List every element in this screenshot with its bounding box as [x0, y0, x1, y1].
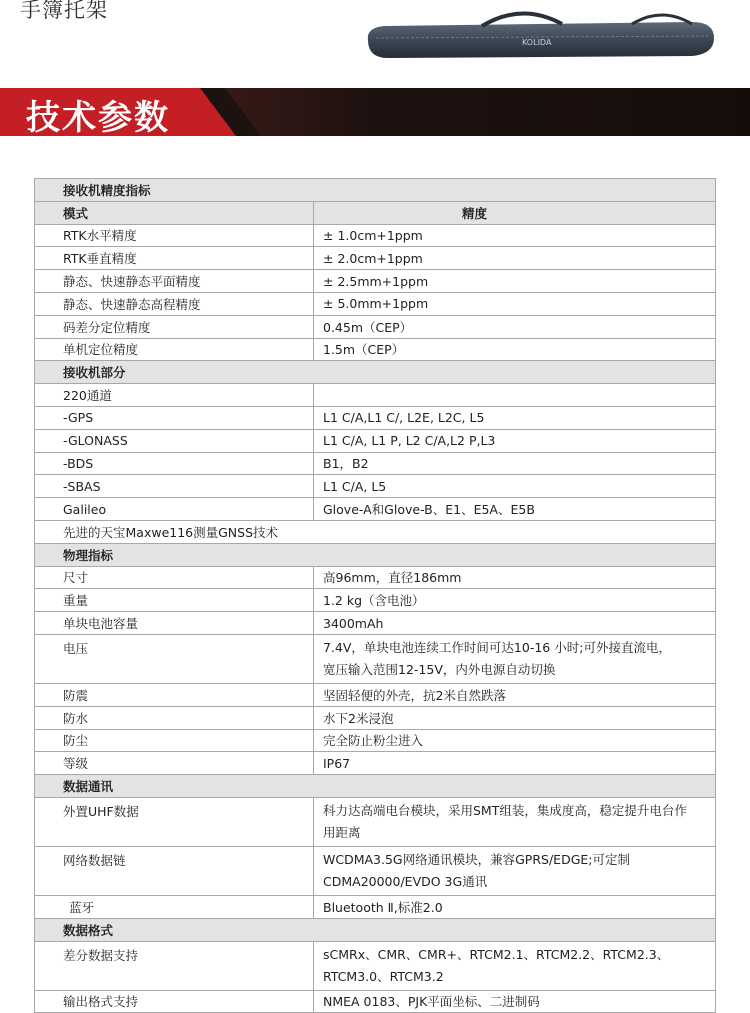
- table-cell-value: 1.2 kg（含电池）: [314, 589, 716, 612]
- table-row: [35, 566, 716, 589]
- table-cell-label: 差分数据支持: [35, 941, 314, 990]
- table-cell-label: 防水: [35, 706, 314, 729]
- table-cell-value: IP67: [314, 752, 716, 775]
- table-header-value: 精度: [314, 201, 716, 224]
- table-cell-label: -GPS: [35, 406, 314, 429]
- table-row: [35, 292, 716, 315]
- table-row: [35, 797, 716, 846]
- table-cell-line: CDMA20000/EVDO 3G通讯: [323, 873, 488, 889]
- table-cell-label: 模式: [35, 201, 314, 224]
- table-cell-label: RTK垂直精度: [35, 247, 314, 270]
- table-cell-line: RTCM3.0、RTCM3.2: [323, 968, 444, 984]
- table-row: [35, 475, 716, 498]
- table-row: [35, 683, 716, 706]
- table-section-row: [35, 361, 716, 384]
- table-cell-label: 输出格式支持: [35, 990, 314, 1013]
- table-cell-value: 水下2米浸泡: [314, 706, 716, 729]
- table-row: [35, 589, 716, 612]
- table-cell-line: 7.4V，单块电池连续工作时间可达10-16 小时;可外接直流电，: [323, 639, 671, 655]
- table-row: [35, 520, 716, 543]
- table-cell-label: -SBAS: [35, 475, 314, 498]
- table-cell-label: 先进的天宝Maxwe116测量GNSS技术: [35, 520, 716, 543]
- table-cell-label: Galileo: [35, 498, 314, 521]
- table-cell-label: 静态、快速静态平面精度: [35, 270, 314, 293]
- table-cell-value: ± 2.5mm+1ppm: [314, 270, 716, 293]
- table-cell-label: 单块电池容量: [35, 612, 314, 635]
- table-row: [35, 612, 716, 635]
- table-row: [35, 406, 716, 429]
- table-cell-value: 完全防止粉尘进入: [314, 729, 716, 752]
- table-cell-label: 防尘: [35, 729, 314, 752]
- table-cell-value: L1 C/A,L1 C/, L2E, L2C, L5: [314, 406, 716, 429]
- table-cell-label: 网络数据链: [35, 846, 314, 895]
- table-cell-label: 防震: [35, 683, 314, 706]
- table-cell-label: 等级: [35, 752, 314, 775]
- table-cell-line: 科力达高端电台模块，采用SMT组装，集成度高，稳定提升电台作: [323, 802, 687, 818]
- table-cell-label: 外置UHF数据: [35, 797, 314, 846]
- table-row: [35, 224, 716, 247]
- table-cell-value: ± 5.0mm+1ppm: [314, 292, 716, 315]
- table-header-row: [35, 201, 716, 224]
- section-banner: [0, 88, 750, 136]
- table-section-row: [35, 918, 716, 941]
- table-cell-label: 物理指标: [35, 543, 716, 566]
- table-cell-label: 数据格式: [35, 918, 716, 941]
- table-row: [35, 452, 716, 475]
- table-cell-value: ± 2.0cm+1ppm: [314, 247, 716, 270]
- table-cell-label: 接收机精度指标: [35, 179, 716, 202]
- table-row: [35, 315, 716, 338]
- bag-brand-text: KOLIDA: [522, 38, 552, 47]
- table-cell-value: 0.45m（CEP）: [314, 315, 716, 338]
- table-row: [35, 338, 716, 361]
- table-cell-label: 220通道: [35, 384, 314, 407]
- table-cell-label: 重量: [35, 589, 314, 612]
- table-row: [35, 752, 716, 775]
- table-cell-label: 单机定位精度: [35, 338, 314, 361]
- table-cell-label: 蓝牙: [35, 895, 314, 918]
- table-row: [35, 895, 716, 918]
- table-cell-value: [314, 634, 716, 683]
- table-row: [35, 634, 716, 683]
- table-cell-label: 静态、快速静态高程精度: [35, 292, 314, 315]
- table-cell-value: [314, 941, 716, 990]
- table-cell-value: ± 1.0cm+1ppm: [314, 224, 716, 247]
- table-cell-value: L1 C/A, L1 P, L2 C/A,L2 P,L3: [314, 429, 716, 452]
- table-cell-value: 3400mAh: [314, 612, 716, 635]
- table-row: [35, 990, 716, 1013]
- table-cell-label: 数据通讯: [35, 775, 716, 798]
- table-section-row: [35, 543, 716, 566]
- table-section-row: [35, 775, 716, 798]
- page-top-label: 手簿托架: [20, 0, 108, 22]
- table-cell-value: 1.5m（CEP）: [314, 338, 716, 361]
- table-cell-label: -GLONASS: [35, 429, 314, 452]
- table-cell-label: 接收机部分: [35, 361, 716, 384]
- table-cell-value: NMEA 0183、PJK平面坐标、二进制码: [314, 990, 716, 1013]
- table-cell-value: Bluetooth Ⅱ,标准2.0: [314, 895, 716, 918]
- table-cell-value: [314, 384, 716, 407]
- table-cell-line: 宽压输入范围12-15V，内外电源自动切换: [323, 661, 556, 677]
- table-cell-line: sCMRx、CMR、CMR+、RTCM2.1、RTCM2.2、RTCM2.3、: [323, 946, 670, 962]
- table-row: [35, 941, 716, 990]
- table-cell-label: 尺寸: [35, 566, 314, 589]
- table-row: [35, 846, 716, 895]
- spec-table: [34, 178, 716, 1013]
- table-row: [35, 384, 716, 407]
- table-cell-label: -BDS: [35, 452, 314, 475]
- table-cell-value: L1 C/A, L5: [314, 475, 716, 498]
- table-cell-value: Glove-A和Glove-B、E1、E5A、E5B: [314, 498, 716, 521]
- table-row: [35, 498, 716, 521]
- table-section-row: [35, 179, 716, 202]
- table-cell-value: [314, 797, 716, 846]
- table-row: [35, 706, 716, 729]
- table-cell-value: 高96mm，直径186mm: [314, 566, 716, 589]
- table-cell-label: 码差分定位精度: [35, 315, 314, 338]
- table-cell-line: WCDMA3.5G网络通讯模块，兼容GPRS/EDGE;可定制: [323, 851, 630, 867]
- table-cell-label: RTK水平精度: [35, 224, 314, 247]
- table-row: [35, 270, 716, 293]
- banner-title: 技术参数: [26, 98, 170, 138]
- carrying-bag-image: [362, 10, 718, 62]
- table-cell-value: [314, 846, 716, 895]
- table-cell-line: 用距离: [323, 824, 361, 840]
- table-cell-label: 电压: [35, 634, 314, 683]
- table-cell-value: 坚固轻便的外壳，抗2米自然跌落: [314, 683, 716, 706]
- table-row: [35, 247, 716, 270]
- table-cell-value: B1，B2: [314, 452, 716, 475]
- table-row: [35, 429, 716, 452]
- table-row: [35, 729, 716, 752]
